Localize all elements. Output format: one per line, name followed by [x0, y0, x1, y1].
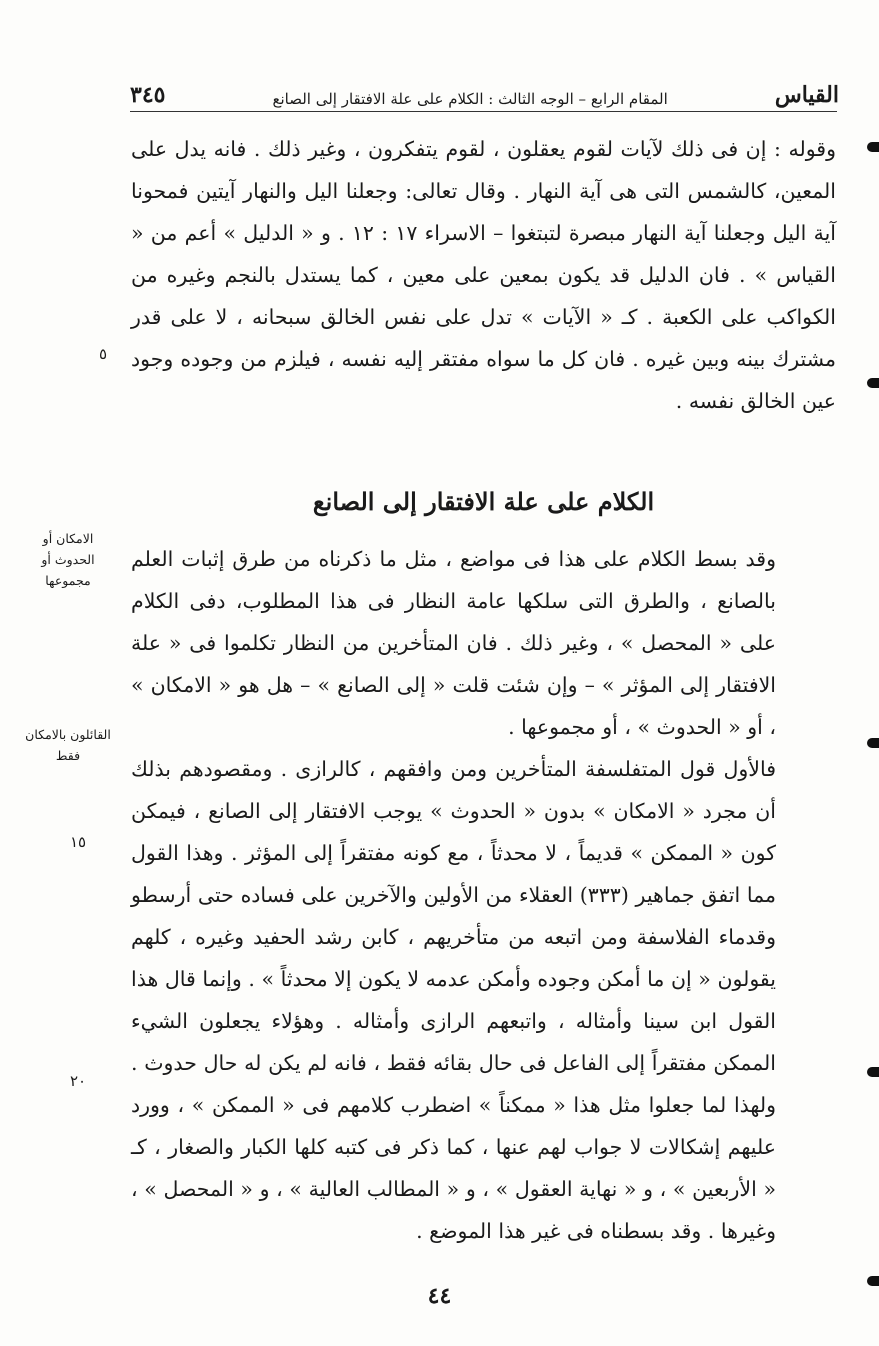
margin-note-1: الامكان أو الحدوث أو مجموعها [41, 531, 95, 588]
binding-mark [867, 142, 879, 152]
line-number-20: ٢٠ [69, 1072, 87, 1090]
page-number-bottom: ٤٤ [427, 1283, 452, 1309]
page-number-top: ٣٤٥ [130, 82, 166, 108]
paragraph-block-1 [131, 128, 836, 422]
paragraph: وقد بسط الكلام على هذا فى مواضع ، مثل ما ذكرناه من طرق إثبات العلم بالصانع ، والطرق التى سلكها عامة النظار فى هذا المطلوب، دفى الكلام على « المحصل » ، وغير ذلك . فان المتأخرين من النظار تكلموا فى « علة الافتقار إلى المؤثر » – وإن شئت قلت « إلى الصانع » – هل هو « الامكان » ، أو « الحدوث » ، أو مجموعها . [131, 547, 776, 739]
paragraph-block-2 [131, 538, 836, 1252]
running-title: القياس [774, 82, 839, 108]
margin-note-2: القائلون بالامكان فقط [25, 727, 111, 763]
paragraph: فالأول قول المتفلسفة المتأخرين ومن وافقهم ، كالرازى . ومقصودهم بذلك أن مجرد « الامكان » بدون « الحدوث » يوجب الافتقار إلى الصانع ، فيمكن كون « الممكن » قديماً ، لا محدثاً ، مع كونه مفتقراً إلى المؤثر . وهذا القول مما اتفق جماهير (٣٣٣) العقلاء من الأولين والآخرين على فساده حتى أرسطو وقدماء الفلاسفة ومن اتبعه من متأخريهم ، كابن رشد الحفيد وغيره ، كلهم يقولون « إن ما أمكن وجوده وأمكن عدمه لا يكون إلا محدثاً » . وإنما قال هذا القول ابن سينا وأمثاله ، واتبعهم الرازى وأمثاله . وهؤلاء يجعلون الشيء الممكن مفتقراً إلى الفاعل فى حال بقائه فقط ، فانه لم يكن له حال حدوث . ولهذا لما جعلوا مثل هذا « ممكناً » اضطرب كلامهم فى « الممكن » ، وورد عليهم إشكالات لا جواب لهم عنها ، كما ذكر فى كتبه كلها الكبار والصغار ، كـ « الأربعين » ، و « نهاية العقول » ، و « المطالب العالية » ، و « المحصل » ، وغيرها . وقد بسطناه فى غير هذا الموضع . [131, 757, 776, 1243]
running-header [130, 74, 839, 108]
section-heading: الكلام على علة الافتقار إلى الصانع [312, 487, 655, 516]
paragraph: وقوله : إن فى ذلك لآيات لقوم يعقلون ، لقوم يتفكرون ، وغير ذلك . فانه يدل على المعين، كالشمس التى هى آية النهار . وقال تعالى: وجعلنا اليل والنهار آيتين فمحونا آية اليل وجعلنا آية النهار مبصرة لتبتغوا – الاسراء ١٧ : ١٢ . و « الدليل » أعم من « القياس » . فان الدليل قد يكون بمعين على معين ، كما يستدل بالنجم وغيره من الكواكب على الكعبة . كـ « الآيات » تدل على نفس الخالق سبحانه ، لا على قدر مشترك بينه وبين غيره . فان كل ما سواه مفتقر إليه نفسه ، فيلزم من وجوده وجود عين الخالق نفسه . [131, 137, 836, 413]
binding-mark [867, 1276, 879, 1286]
binding-mark [867, 738, 879, 748]
line-number-5: ٥ [98, 345, 108, 363]
binding-mark [867, 1067, 879, 1077]
header-rule [130, 111, 837, 112]
running-subtitle: المقام الرابع – الوجه الثالث : الكلام على علة الافتقار إلى الصانع [272, 90, 668, 108]
line-number-15: ١٥ [69, 833, 87, 851]
binding-mark [867, 378, 879, 388]
